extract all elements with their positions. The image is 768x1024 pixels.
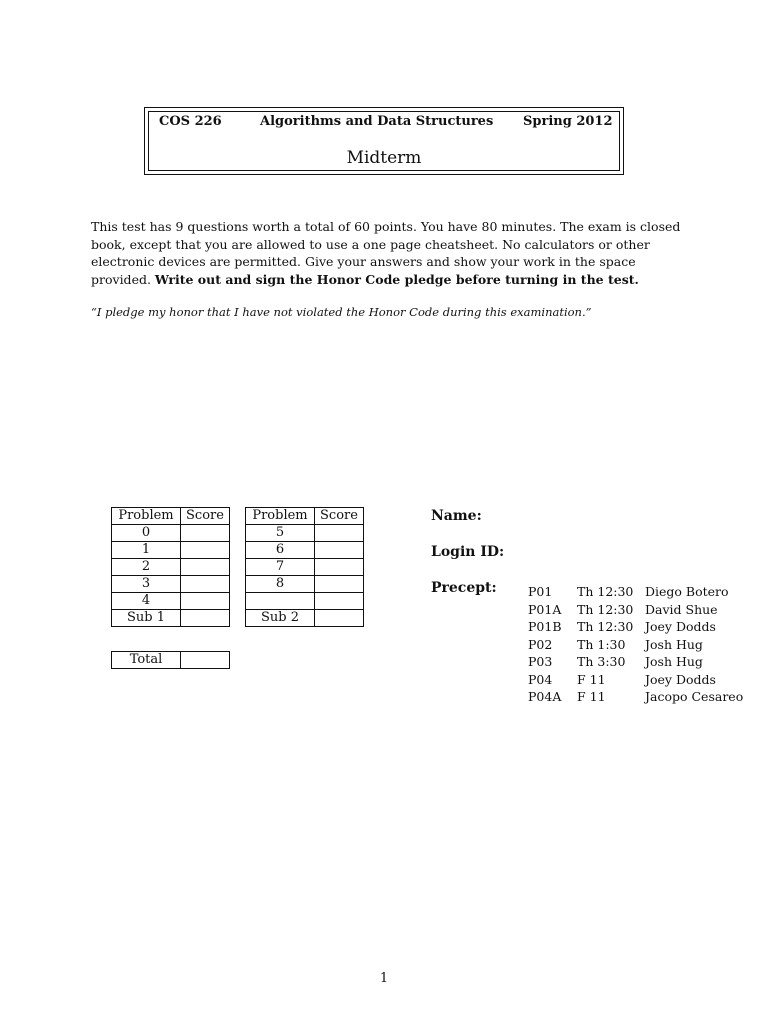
precept-instructor: Jacopo Cesareo: [645, 689, 744, 704]
list-item[interactable]: [528, 618, 743, 636]
precept-instructor: Joey Dodds: [645, 619, 716, 634]
problem-number: 0: [112, 525, 181, 542]
subtotal-label: Sub 1: [112, 610, 181, 627]
score-cell[interactable]: [181, 542, 230, 559]
precept-time: Th 12:30: [577, 619, 634, 634]
list-item[interactable]: [528, 636, 743, 654]
table-row: [112, 525, 230, 542]
problem-number: 7: [246, 559, 315, 576]
table-row: [246, 576, 364, 593]
precept-instructor: Diego Botero: [645, 584, 729, 599]
table-row: [246, 559, 364, 576]
precept-time: Th 12:30: [577, 601, 634, 617]
score-cell[interactable]: [315, 559, 364, 576]
score-cell[interactable]: [181, 559, 230, 576]
precept-list: [528, 583, 743, 706]
table-header-row: [112, 508, 230, 525]
page-number: 1: [379, 971, 389, 986]
total-cell[interactable]: [181, 652, 230, 669]
course-term: Spring 2012: [523, 114, 613, 129]
table-row: [112, 542, 230, 559]
list-item[interactable]: [528, 653, 743, 671]
score-table-2: [245, 507, 364, 627]
precept-time: Th 1:30: [577, 636, 626, 652]
score-cell[interactable]: [181, 593, 230, 610]
course-code: COS 226: [159, 114, 222, 129]
table-row: [112, 576, 230, 593]
list-item[interactable]: [528, 583, 743, 601]
precept-instructor: Joey Dodds: [645, 671, 716, 687]
score-cell[interactable]: [315, 576, 364, 593]
subtotal-cell[interactable]: [315, 610, 364, 627]
problem-number: 3: [112, 576, 181, 593]
problem-number: 1: [112, 542, 181, 559]
precept-id: P01A: [528, 601, 562, 617]
table-row: [246, 525, 364, 542]
total-label: Total: [112, 652, 181, 669]
score-cell[interactable]: [181, 525, 230, 542]
score-cell[interactable]: [181, 576, 230, 593]
list-item[interactable]: [528, 671, 743, 689]
precept-instructor: Josh Hug: [645, 636, 703, 652]
table-row: [246, 610, 364, 627]
score-cell[interactable]: [315, 593, 364, 610]
table-row: [112, 610, 230, 627]
exam-title: Midterm: [346, 148, 422, 168]
problem-number: 2: [112, 559, 181, 576]
precept-time: Th 12:30: [577, 584, 634, 599]
precept-id: P01B: [528, 619, 562, 634]
problem-number: 4: [112, 593, 181, 610]
problem-number: 6: [246, 542, 315, 559]
course-subject: Algorithms and Data Structures: [260, 114, 494, 129]
header-problem: Problem: [112, 508, 181, 525]
honor-pledge: “I pledge my honor that I have not violated the Honor Code during this examination.”: [91, 305, 592, 319]
score-cell[interactable]: [315, 542, 364, 559]
list-item[interactable]: [528, 601, 743, 619]
list-item[interactable]: [528, 688, 743, 706]
precept-time: F 11: [577, 671, 606, 687]
table-row: [112, 559, 230, 576]
instructions-bold: Write out and sign the Honor Code pledge before turning in the test.: [154, 271, 639, 287]
precept-id: P03: [528, 654, 553, 669]
table-row: [246, 542, 364, 559]
table-row: [112, 593, 230, 610]
precept-time: F 11: [577, 689, 606, 704]
total-table: [111, 651, 230, 669]
name-label: Name:: [431, 508, 482, 524]
precept-id: P02: [528, 636, 553, 652]
header-problem: Problem: [246, 508, 315, 525]
score-table-1: [111, 507, 230, 627]
precept-id: P04A: [528, 689, 562, 704]
precept-label: Precept:: [431, 580, 497, 596]
table-row: [246, 593, 364, 610]
problem-number: [246, 593, 315, 610]
login-id-label: Login ID:: [431, 544, 505, 560]
precept-id: P01: [528, 584, 553, 599]
table-row: [112, 652, 230, 669]
header-score: Score: [315, 508, 364, 525]
subtotal-cell[interactable]: [181, 610, 230, 627]
instructions: [91, 218, 681, 288]
instructions-text: This test has 9 questions worth a total of 60 points. You have 80 minutes. The exam is closed book, except that you are allowed to use a one page cheatsheet. No calculators or other electronic devices are permitted. Give your answers and show your work in the space provided.: [91, 219, 681, 287]
precept-time: Th 3:30: [577, 654, 626, 669]
precept-id: P04: [528, 671, 553, 687]
score-cell[interactable]: [315, 525, 364, 542]
problem-number: 5: [246, 525, 315, 542]
precept-instructor: Josh Hug: [645, 654, 703, 669]
precept-instructor: David Shue: [645, 601, 718, 617]
problem-number: 8: [246, 576, 315, 593]
header-score: Score: [181, 508, 230, 525]
table-header-row: [246, 508, 364, 525]
subtotal-label: Sub 2: [246, 610, 315, 627]
